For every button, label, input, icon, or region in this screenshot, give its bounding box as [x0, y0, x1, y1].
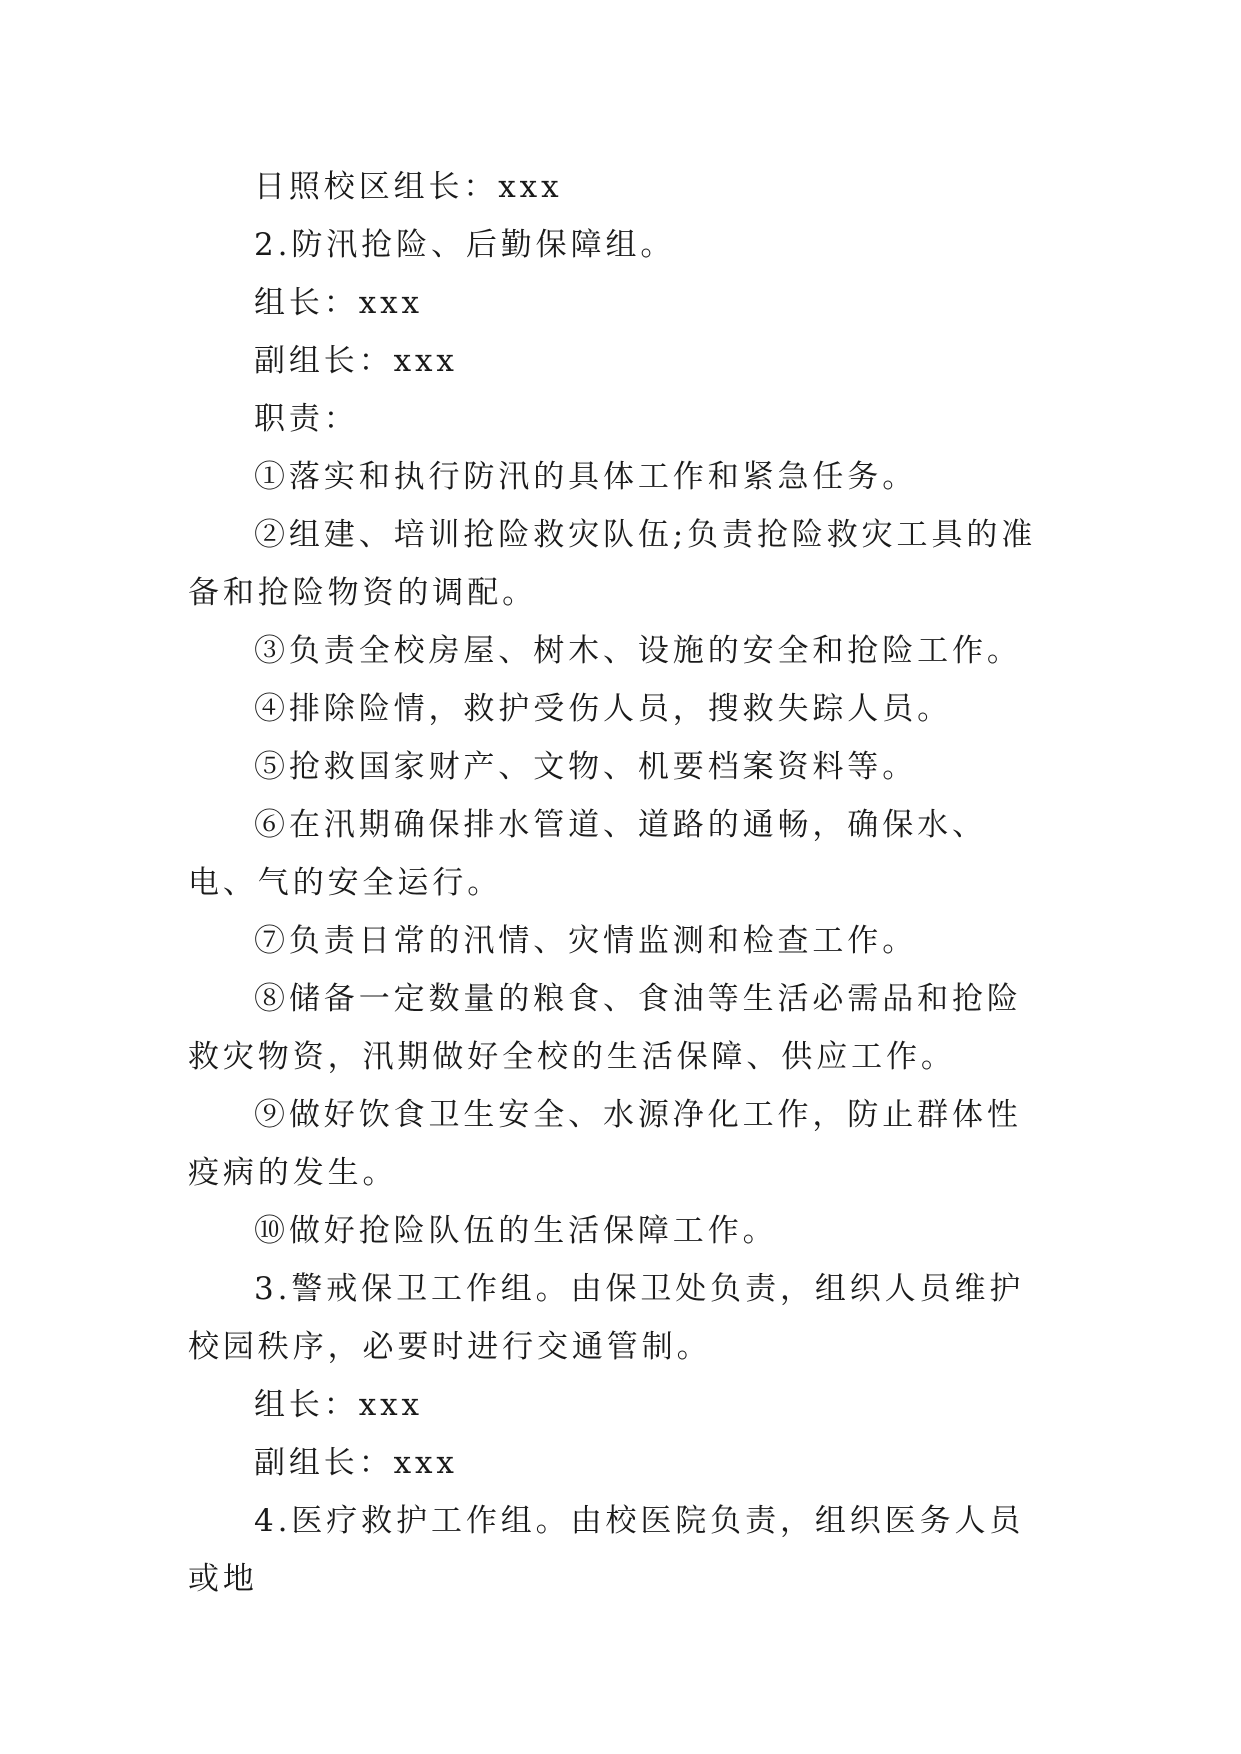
section-4-heading: 4.医疗救护工作组。由校医院负责，组织医务人员或地 [188, 1503, 1025, 1597]
group-leader: 组长：xxx [254, 285, 423, 321]
duty-item-10: ⑩做好抢险队伍的生活保障工作。 [254, 1213, 778, 1249]
duty-item-6: ⑥在汛期确保排水管道、道路的通畅，确保水、电、气的安全运行。 [188, 807, 987, 901]
duties-label: 职责： [254, 401, 359, 437]
section-3-group-leader: 组长：xxx [254, 1387, 423, 1423]
duty-item-3: ③负责全校房屋、树木、设施的安全和抢险工作。 [254, 633, 1022, 669]
section-3-deputy-group-leader: 副组长：xxx [254, 1445, 458, 1481]
duty-item-9: ⑨做好饮食卫生安全、水源净化工作，防止群体性疫病的发生。 [188, 1097, 1022, 1191]
duty-item-4: ④排除险情，救护受伤人员，搜救失踪人员。 [254, 691, 952, 727]
rizhao-campus-leader: 日照校区组长：xxx [254, 169, 563, 205]
duty-item-7: ⑦负责日常的汛情、灾情监测和检查工作。 [254, 923, 918, 959]
deputy-group-leader: 副组长：xxx [254, 343, 458, 379]
section-2-heading: 2.防汛抢险、后勤保障组。 [254, 227, 676, 263]
duty-item-1: ①落实和执行防汛的具体工作和紧急任务。 [254, 459, 918, 495]
section-3-heading: 3.警戒保卫工作组。由保卫处负责，组织人员维护校园秩序，必要时进行交通管制。 [188, 1271, 1025, 1365]
document-body [188, 158, 1054, 1608]
duty-item-2: ②组建、培训抢险救灾队伍;负责抢险救灾工具的准备和抢险物资的调配。 [188, 517, 1037, 611]
duty-item-8: ⑧储备一定数量的粮食、食油等生活必需品和抢险救灾物资，汛期做好全校的生活保障、供应工作。 [188, 981, 1022, 1075]
duty-item-5: ⑤抢救国家财产、文物、机要档案资料等。 [254, 749, 918, 785]
